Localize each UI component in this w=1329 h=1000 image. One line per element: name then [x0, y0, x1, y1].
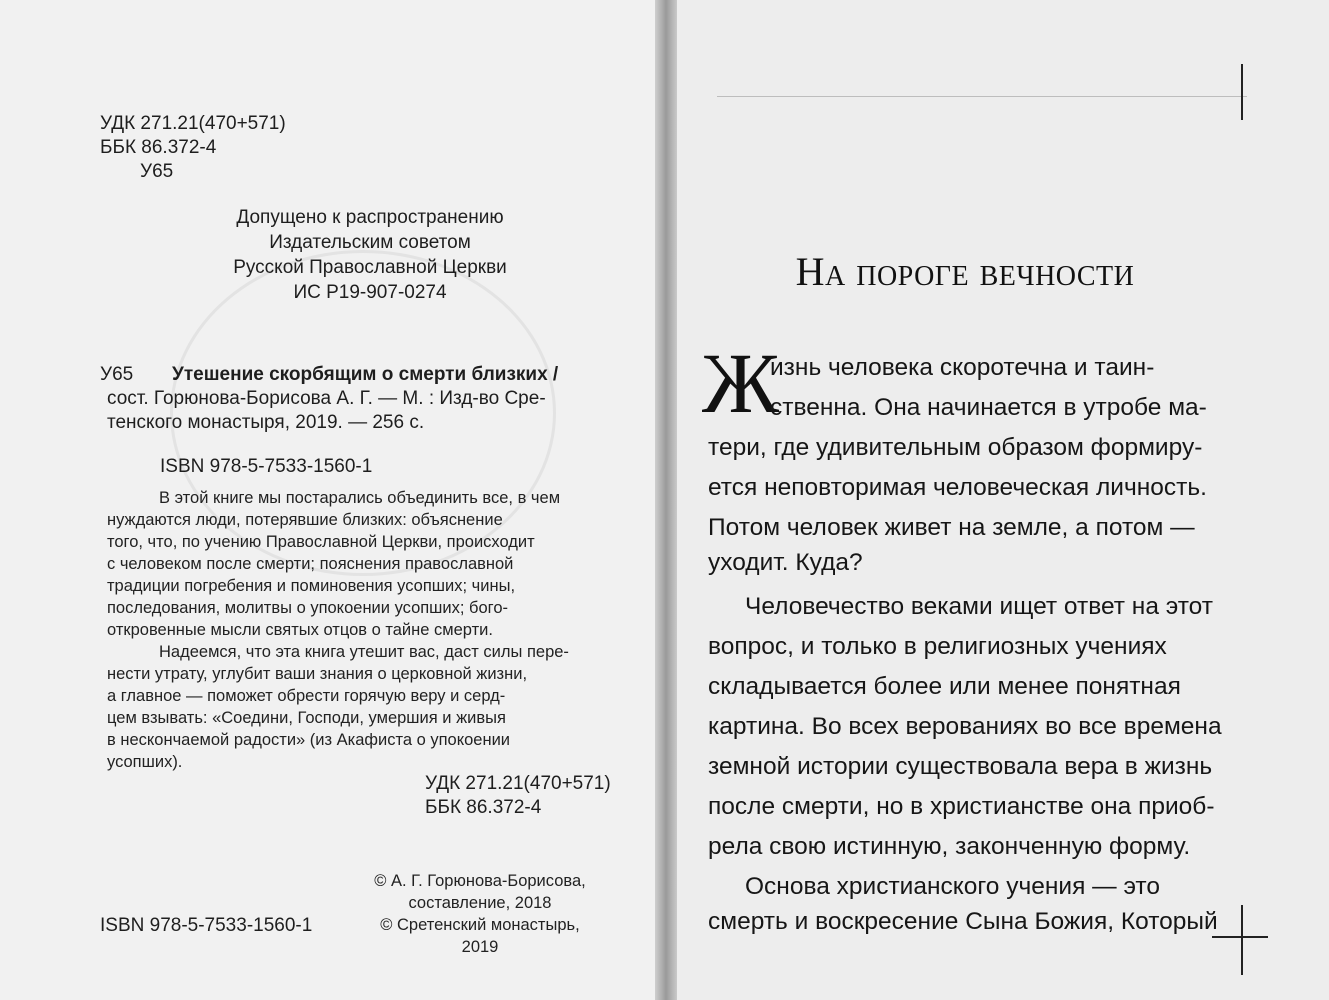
text-line: вопрос, и только в религиозных учениях — [708, 633, 1167, 660]
annotation-line: а главное — поможет обрести горячую веру и серд- — [107, 687, 506, 705]
bib-isbn: ISBN 978-5-7533-1560-1 — [160, 456, 373, 477]
isbn-bottom: ISBN 978-5-7533-1560-1 — [100, 915, 313, 936]
annotation-line: с человеком после смерти; пояснения православной — [107, 555, 514, 573]
copyright-line-1: © А. Г. Горюнова-Борисова, — [374, 872, 586, 890]
chapter-heading: На пороге вечности — [795, 249, 1135, 294]
text-line: изнь человека скоротечна и таин- — [770, 354, 1155, 381]
text-line: Потом человек живет на земле, а потом — — [708, 514, 1195, 541]
text-line: тери, где удивительным образом формиру- — [708, 434, 1203, 461]
drop-cap: Ж — [702, 335, 780, 431]
annotation-line: нести утрату, углубит ваши знания о церковной жизни, — [107, 665, 528, 683]
text-line: картина. Во всех верованиях во все времена — [708, 713, 1222, 740]
udk-top: УДК 271.21(470+571) — [100, 113, 286, 134]
annotation-line: нуждаются люди, потерявшие близких: объяснение — [107, 511, 503, 529]
copyright-block — [360, 870, 600, 958]
text-line: уходит. Куда? — [708, 549, 863, 576]
annotation-line: традиции погребения и поминовения усопших; чины, — [107, 577, 516, 595]
annotation-line: последования, молитвы о упокоении усопших; бого- — [107, 599, 509, 617]
copyright-line-3: © Сретенский монастырь, 2019 — [380, 916, 580, 956]
bbk-top: ББК 86.372-4 — [100, 137, 217, 158]
annotation-line: Надеемся, что эта книга утешит вас, даст силы пере- — [159, 643, 569, 661]
bbk-bottom: ББК 86.372-4 — [425, 797, 542, 818]
annotation-line: усопших). — [107, 753, 183, 771]
approval-line-3: Русской Православной Церкви — [233, 257, 507, 278]
left-page — [0, 0, 655, 1000]
text-line: рела свою истинную, законченную форму. — [708, 833, 1191, 860]
author-mark-top: У65 — [140, 161, 174, 182]
text-line: ется неповторимая человеческая личность. — [708, 474, 1207, 501]
text-line: смерть и воскресение Сына Божия, Который — [708, 908, 1218, 935]
annotation-line: в нескончаемой радости» (из Акафиста о упокоении — [107, 731, 511, 749]
text-line: Основа христианского учения — это — [745, 873, 1160, 900]
annotation-line: В этой книге мы постарались объединить все, в чем — [159, 489, 561, 507]
bib-mark: У65 — [100, 364, 134, 385]
crop-mark — [1241, 64, 1243, 120]
crop-mark — [1212, 936, 1268, 938]
approval-line-1: Допущено к распространению — [236, 207, 504, 228]
approval-block — [200, 205, 540, 305]
bleed-through-rule — [717, 96, 1247, 97]
copyright-line-2: составление, 2018 — [408, 894, 552, 912]
approval-line-2: Издательским советом — [269, 232, 471, 253]
udk-bottom: УДК 271.21(470+571) — [425, 773, 611, 794]
annotation-line: откровенные мысли святых отцов о тайне смерти. — [107, 621, 493, 639]
annotation — [107, 487, 627, 773]
text-line: Человечество веками ищет ответ на этот — [745, 593, 1213, 620]
bib-title: Утешение скорбящим о смерти близких / — [172, 364, 559, 385]
approval-line-4: ИС Р19-907-0274 — [293, 282, 447, 303]
text-line: ственна. Она начинается в утробе ма- — [770, 394, 1207, 421]
crop-mark — [1241, 905, 1243, 975]
book-gutter — [655, 0, 677, 1000]
text-line: складывается более или менее понятная — [708, 673, 1181, 700]
bib-line-3: тенского монастыря, 2019. — 256 с. — [107, 412, 425, 433]
annotation-line: цем взывать: «Соедини, Господи, умершия и живыя — [107, 709, 506, 727]
text-line: после смерти, но в христианстве она приоб- — [708, 793, 1215, 820]
text-line: земной истории существовала вера в жизнь — [708, 753, 1213, 780]
bib-line-2: сост. Горюнова-Борисова А. Г. — М. : Изд-во Сре- — [107, 388, 546, 409]
annotation-line: того, что, по учению Православной Церкви, происходит — [107, 533, 535, 551]
